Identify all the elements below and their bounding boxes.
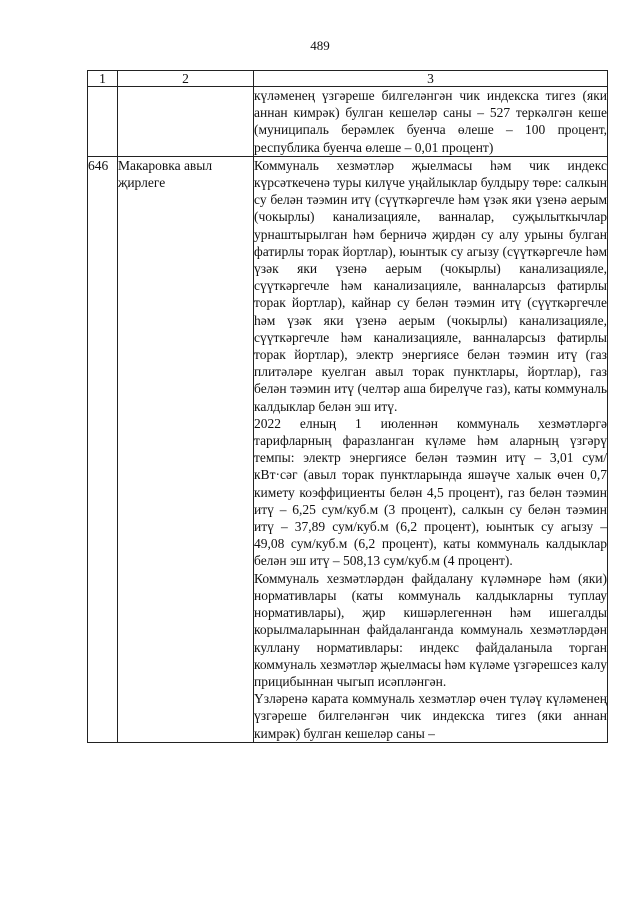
description-cell — [254, 156, 608, 742]
paragraph-services: Коммуналь хезмәтләр җыелмасы һәм чик индекс күрсәткеченә туры килүче уңайлыклар булдыру төре: салкын су белән тәэмин итү (сүүткәргечле һәм үзәк яки үзенә аерым (чокырлы) канализацияле, ванналар, суҗылыткычлар урнаштырылган һәм берничә җирдән су алу урыны булган фатирлы торак йортлар), юынтык су агызу (сүүткәргечле һәм үзәк яки үзенә аерым (чокырлы) канализацияле, сүүткәргечле һәм канализацияле, ванналарсыз фатирлы торак йортлар), кайнар су белән тәэмин итү (сүүткәргечле һәм үзәк яки үзенә аерым (чокырлы) канализацияле, сүүткәргечле һәм канализацияле, ванналарсыз фатирлы торак йортлар), электр энергиясе белән тәэмин итү (газ плитәләре куелган авыл торак пунктлары, йортлар), газ белән тәэмин итү (челтәр аша бирелүче газ), каты коммуналь калдыклар белән эш итү. — [254, 157, 607, 414]
page-number: 489 — [310, 38, 330, 53]
table-row-continuation — [88, 87, 608, 157]
tariff-table — [87, 70, 608, 743]
continuation-text: күләменең үзгәреше билгеләнгән чик индекска тигез (яки аннан кимрәк) булган кешеләр саны – 527 теркәлгән кеше (муниципаль берәмлек буенча өлеше – 100 процент, республика буенча өлеше – 0,01 процент) — [254, 88, 607, 155]
paragraph-norms: Коммуналь хезмәтләрдән файдалану күләмнәре һәм (яки) нормативлары (каты коммуналь калдыкларны туплау нормативлары), җир кишәрлегеннән һәм ишегалды корылмаларыннан файдаланганда коммуналь хезмәтләрдән куллану нормативлары: индекс файдаланыла торган коммуналь хезмәтләр җыелмасы һәм күләме үзгәрешсез калу прицибыннан чыгып исәпләнгән. — [254, 570, 607, 689]
empty-cell — [118, 87, 254, 157]
empty-cell — [88, 87, 118, 157]
table-row — [88, 156, 608, 742]
row-number: 646 — [88, 156, 118, 742]
settlement-name: Макаровка авыл җирлеге — [118, 156, 254, 742]
column-header-3: 3 — [254, 71, 608, 87]
paragraph-people-count: Үзләренә карата коммуналь хезмәтләр өчен түләү күләменең үзгәреше билгеләнгән чик индекска тигез (яки аннан кимрәк) булган кешеләр саны – — [254, 691, 607, 741]
paragraph-tariffs: 2022 елның 1 июленнән коммуналь хезмәтләргә тарифларның фаразланган күләме һәм аларның үзгәрү темпы: электр энергиясе белән тәэмин итү – 3,01 сум/кВт·сәг (авыл торак пунктларында яшәүче халык өчен 0,7 кимету коэффициенты белән 4,5 процент), газ белән тәэмин итү – 6,25 сум/куб.м (3 процент), салкын су белән тәэмин итү – 37,89 сум/куб.м (6,2 процент), юынтык су агызу – 49,08 сум/куб.м (6,2 процент), каты коммуналь калдыклар белән эш итү – 508,13 сум/куб.м (4 процент). — [254, 415, 607, 569]
column-header-1: 1 — [88, 71, 118, 87]
continuation-cell — [254, 87, 608, 157]
column-header-2: 2 — [118, 71, 254, 87]
table-header-row — [88, 71, 608, 87]
